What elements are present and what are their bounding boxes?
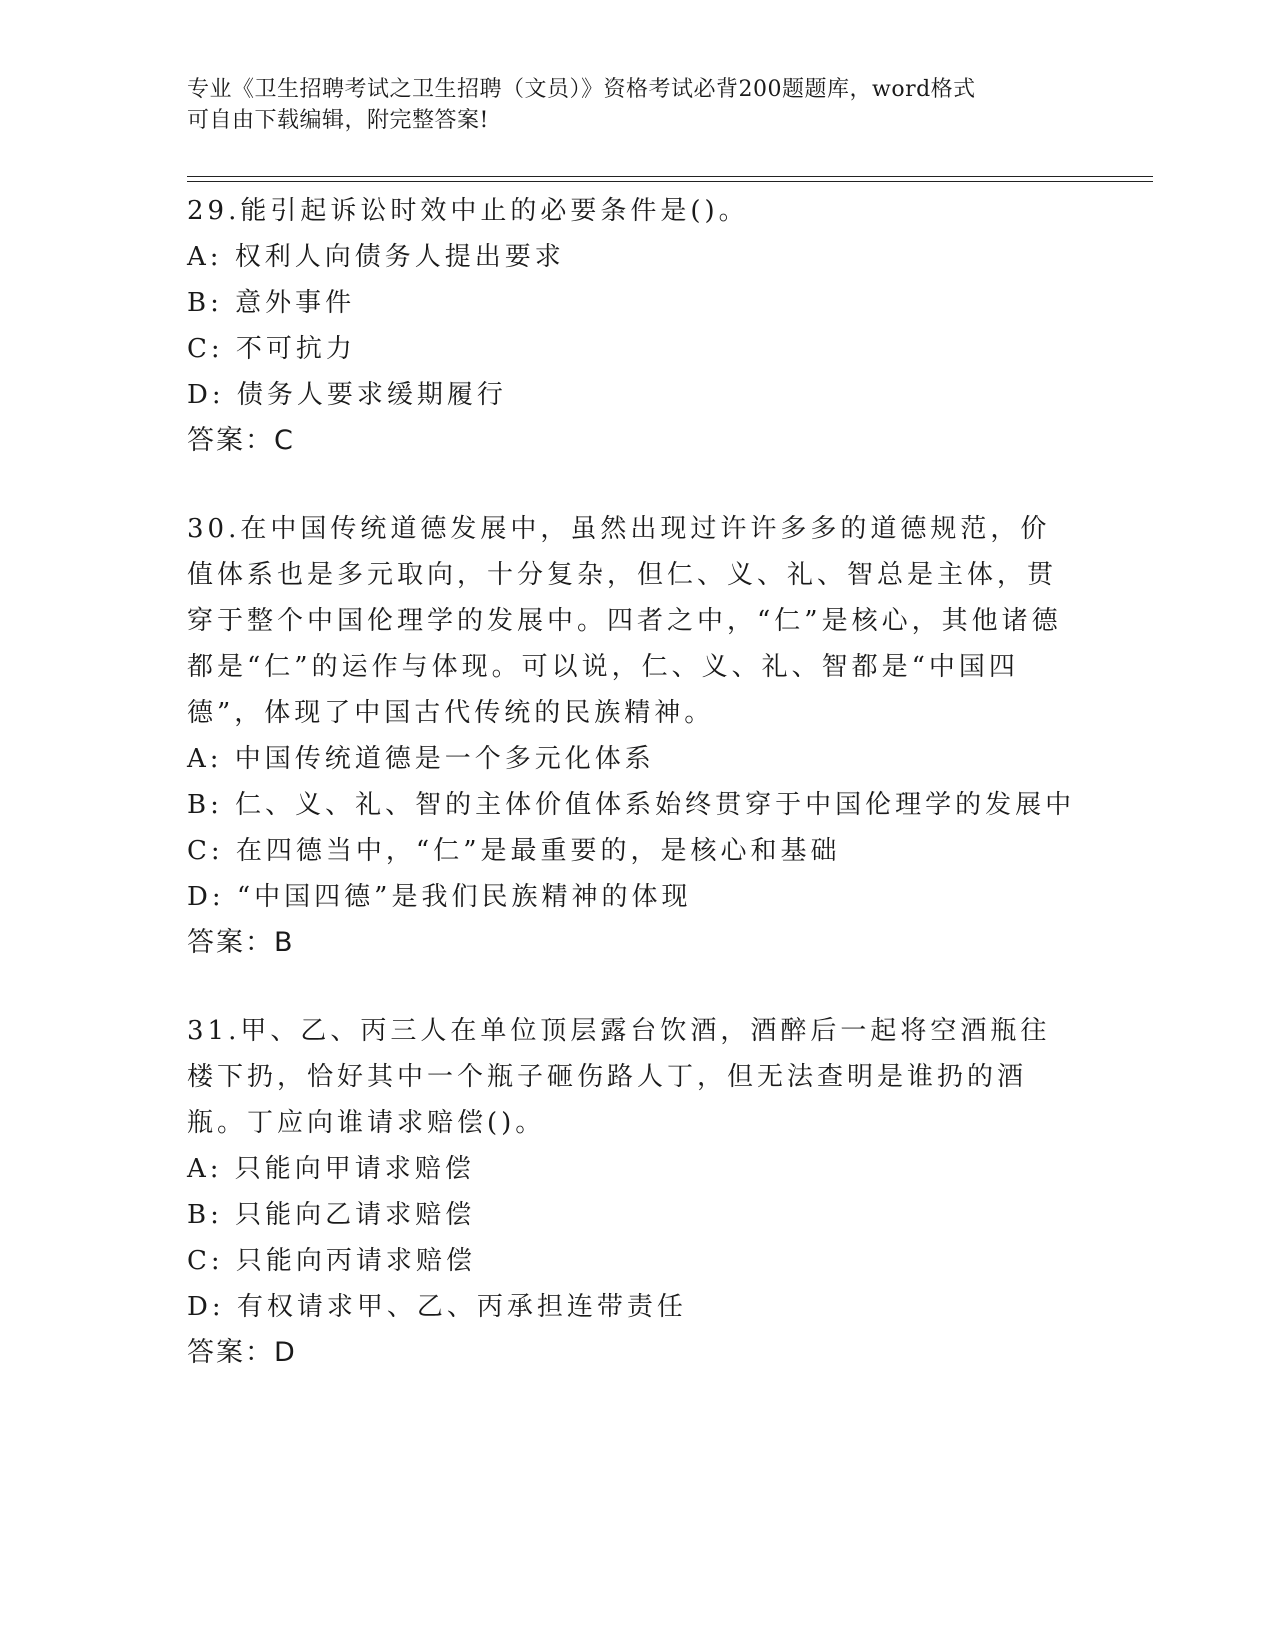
option-d: D: 债务人要求缓期履行 (187, 380, 507, 410)
option-a: A: 权利人向债务人提出要求 (187, 242, 565, 272)
option-a: A: 只能向甲请求赔偿 (187, 1154, 475, 1184)
question-stem: 29.能引起诉讼时效中止的必要条件是()。 (187, 196, 749, 226)
header-divider-bottom (187, 181, 1153, 182)
option-c: C: 只能向丙请求赔偿 (187, 1246, 476, 1276)
option-c: C: 不可抗力 (187, 334, 356, 364)
question-stem: 30.在中国传统道德发展中，虽然出现过许许多多的道德规范，价值体系也是多元取向，十分复杂，但仁、义、礼、智总是主体，贯穿于整个中国伦理学的发展中。四者之中，“仁”是核心，其他诸德都是“仁”的运作与体现。可以说，仁、义、礼、智都是“中国四德”，体现了中国古代传统的民族精神。 (187, 514, 1062, 728)
question-31 (187, 1008, 1077, 1376)
option-b: B: 意外事件 (187, 288, 356, 318)
question-30 (187, 506, 1077, 966)
question-stem: 31.甲、乙、丙三人在单位顶层露台饮酒，酒醉后一起将空酒瓶往楼下扔，恰好其中一个瓶子砸伤路人丁，但无法查明是谁扔的酒瓶。丁应向谁请求赔偿()。 (187, 1016, 1051, 1138)
option-c: C: 在四德当中，“仁”是最重要的，是核心和基础 (187, 836, 841, 866)
answer-line: 答案：D (187, 1337, 297, 1368)
header-line-1: 专业《卫生招聘考试之卫生招聘（文员）》资格考试必背200题题库，word格式 (187, 77, 976, 102)
option-d: D: 有权请求甲、乙、丙承担连带责任 (187, 1292, 687, 1322)
question-29 (187, 188, 1077, 464)
document-header (187, 74, 1067, 136)
header-line-2: 可自由下载编辑，附完整答案! (187, 108, 489, 133)
header-divider-top (187, 176, 1153, 177)
answer-line: 答案：C (187, 425, 295, 456)
option-b: B: 只能向乙请求赔偿 (187, 1200, 476, 1230)
answer-line: 答案：B (187, 927, 295, 958)
option-a: A: 中国传统道德是一个多元化体系 (187, 744, 655, 774)
question-list (187, 188, 1077, 1376)
option-b: B: 仁、义、礼、智的主体价值体系始终贯穿于中国伦理学的发展中 (187, 790, 1076, 820)
option-d: D: “中国四德”是我们民族精神的体现 (187, 882, 692, 912)
